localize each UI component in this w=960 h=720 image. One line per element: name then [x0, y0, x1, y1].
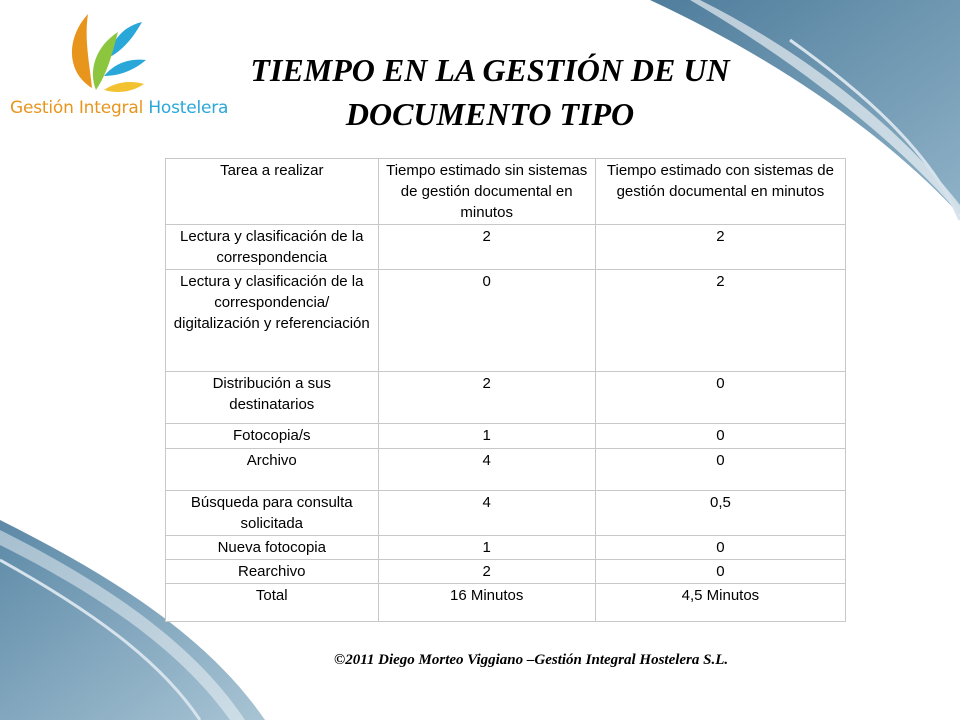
cell-with: 4,5 Minutos [595, 584, 845, 622]
header-with-system: Tiempo estimado con sistemas de gestión documental en minutos [595, 159, 845, 225]
cell-without: 1 [378, 536, 595, 560]
cell-task: Búsqueda para consulta solicitada [166, 491, 379, 536]
title-line-2: DOCUMENTO TIPO [345, 96, 635, 132]
cell-task: Lectura y clasificación de la correspondencia [166, 225, 379, 270]
table-row-total [166, 584, 846, 622]
cell-task: Nueva fotocopia [166, 536, 379, 560]
cell-task: Distribución a sus destinatarios [166, 372, 379, 424]
table-row [166, 449, 846, 491]
cell-with: 0 [595, 560, 845, 584]
header-task: Tarea a realizar [166, 159, 379, 225]
header-without-system: Tiempo estimado sin sistemas de gestión documental en minutos [378, 159, 595, 225]
table-row [166, 225, 846, 270]
cell-without: 2 [378, 560, 595, 584]
table-row [166, 372, 846, 424]
table-row [166, 270, 846, 372]
time-comparison-table [165, 158, 846, 622]
table-row [166, 424, 846, 449]
table-row [166, 560, 846, 584]
cell-without: 4 [378, 491, 595, 536]
cell-with: 0 [595, 536, 845, 560]
cell-task: Total [166, 584, 379, 622]
page-title [180, 48, 800, 136]
table-row [166, 491, 846, 536]
copyright-footer: ©2011 Diego Morteo Viggiano –Gestión Integral Hostelera S.L. [334, 652, 729, 668]
cell-with: 0 [595, 372, 845, 424]
cell-with: 0 [595, 424, 845, 449]
cell-with: 0 [595, 449, 845, 491]
cell-without: 16 Minutos [378, 584, 595, 622]
cell-without: 4 [378, 449, 595, 491]
cell-task: Fotocopia/s [166, 424, 379, 449]
logo-text-part1: Gestión Integral [10, 98, 144, 118]
table-row [166, 536, 846, 560]
cell-with: 2 [595, 270, 845, 372]
leaf-logo-icon [4, 10, 204, 100]
cell-without: 2 [378, 372, 595, 424]
cell-with: 2 [595, 225, 845, 270]
table-header-row [166, 159, 846, 225]
cell-without: 0 [378, 270, 595, 372]
cell-without: 2 [378, 225, 595, 270]
cell-with: 0,5 [595, 491, 845, 536]
title-line-1: TIEMPO EN LA GESTIÓN DE UN [250, 52, 730, 88]
company-logo [4, 10, 229, 120]
cell-without: 1 [378, 424, 595, 449]
cell-task: Rearchivo [166, 560, 379, 584]
cell-task: Archivo [166, 449, 379, 491]
cell-task: Lectura y clasificación de la correspondencia/ digitalización y referenciación [166, 270, 379, 372]
logo-text-part2: Hostelera [148, 98, 229, 118]
